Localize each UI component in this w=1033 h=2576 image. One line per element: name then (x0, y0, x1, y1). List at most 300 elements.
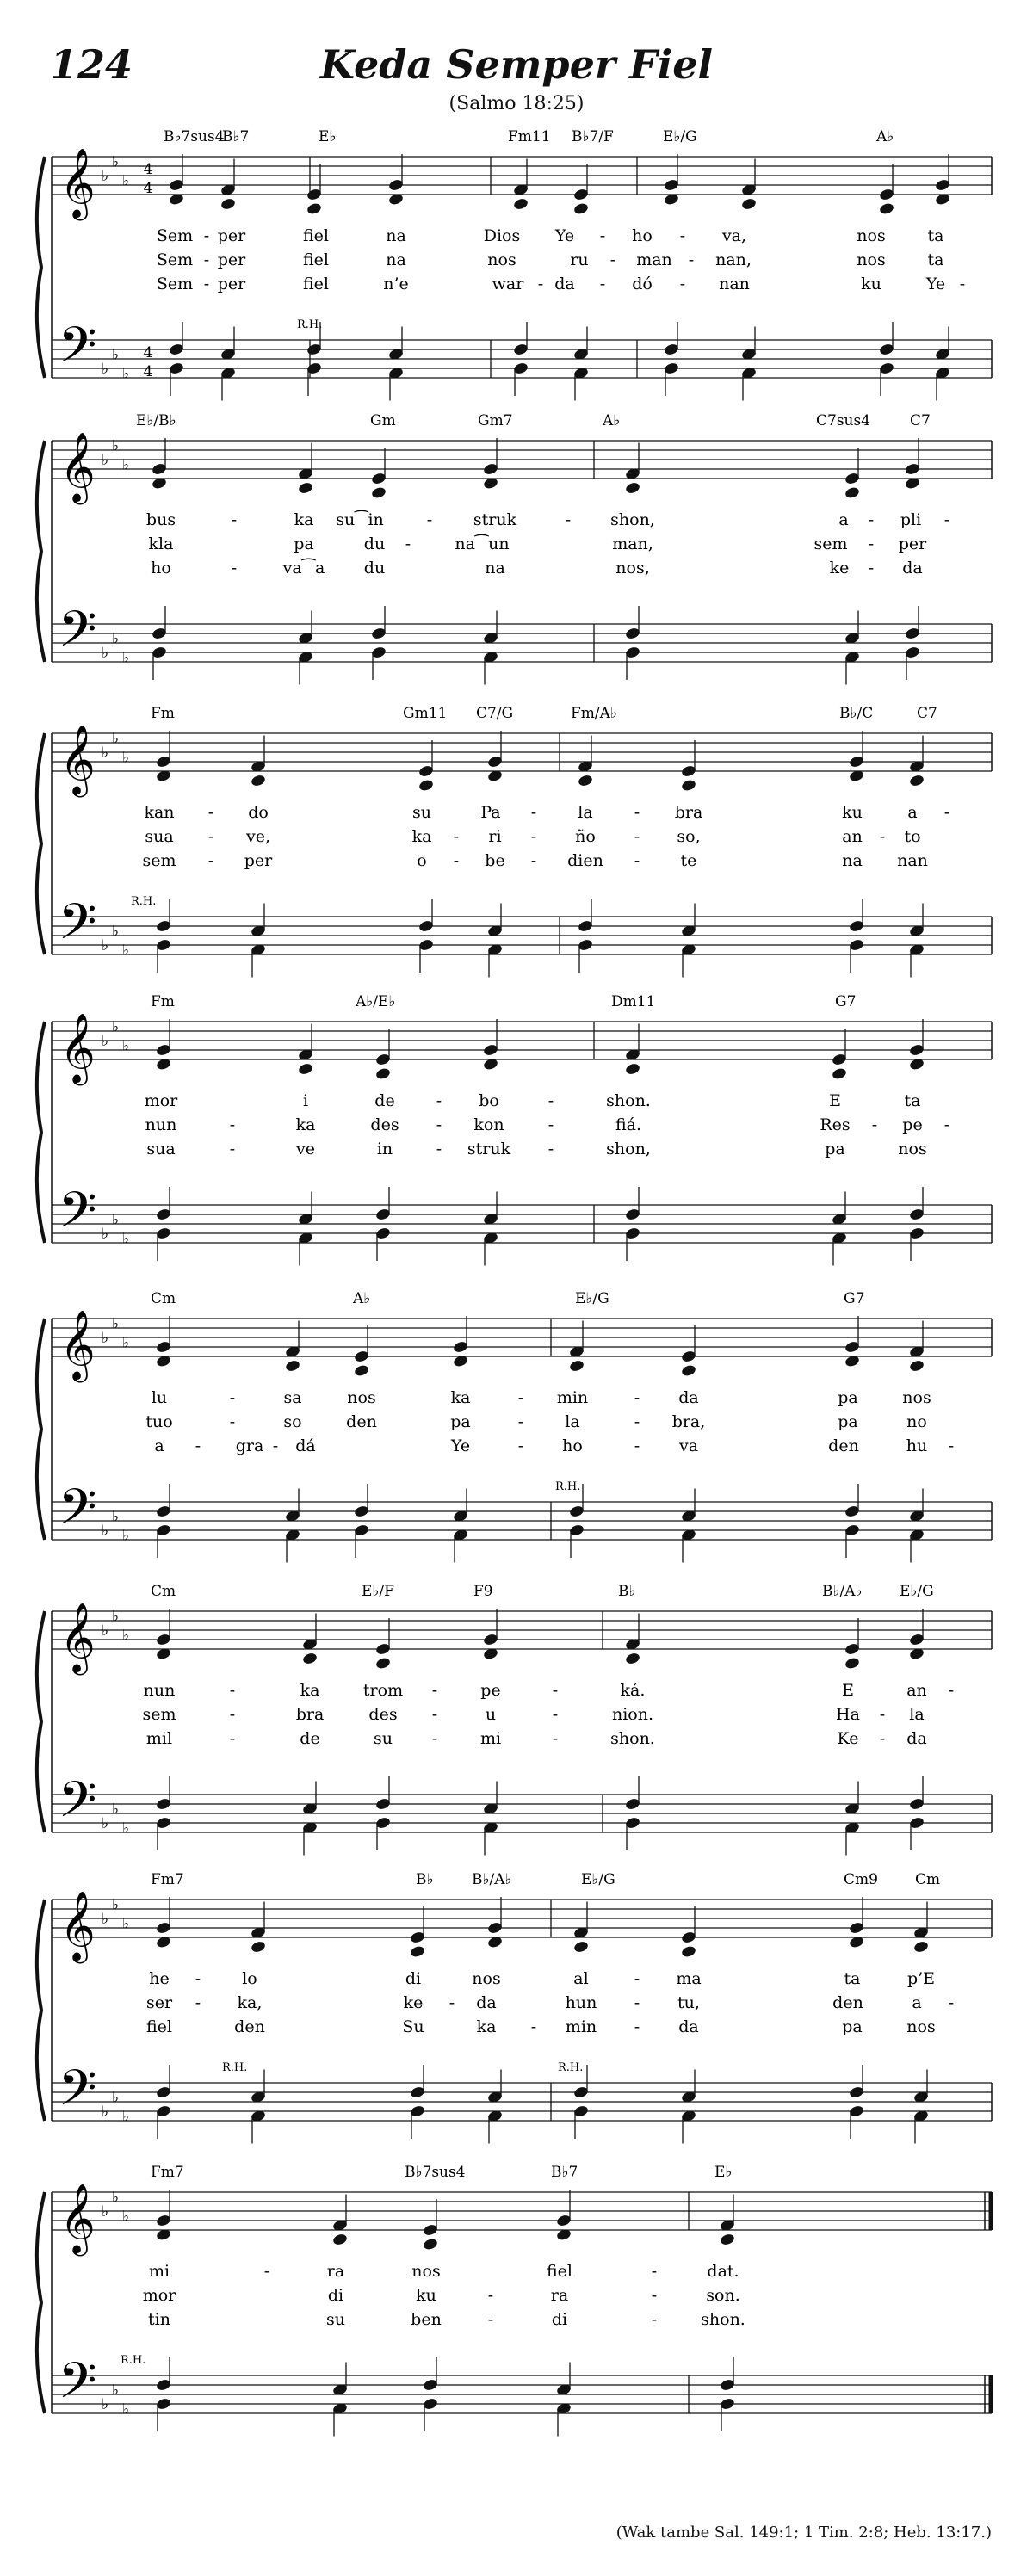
chord-symbol: Fm11 (508, 128, 551, 145)
lyric-syllable: - (195, 1969, 201, 1988)
key-flat-icon: ♭ (121, 1527, 130, 1545)
lyric-syllable: - (272, 1436, 279, 1455)
lyric-syllable: - (547, 1091, 554, 1110)
chord-symbol: E♭/F (362, 1583, 394, 1600)
key-flat-icon: ♭ (101, 1033, 109, 1050)
hymn-subtitle: (Salmo 18:25) (448, 93, 585, 114)
lyric-syllable: ru (570, 250, 589, 269)
chord-symbol: A♭ (603, 412, 621, 429)
lyric-syllable: - (651, 2310, 658, 2329)
lyric-syllable: di (405, 1969, 422, 1988)
lyric-syllable: su⁀in (336, 510, 384, 529)
chord-symbol: Fm (151, 705, 175, 722)
lyric-syllable: - (552, 1729, 559, 1748)
key-flat-icon: ♭ (111, 923, 120, 941)
lyric-syllable: - (634, 1969, 640, 1988)
lyric-syllable: - (634, 827, 640, 846)
lyric-syllable: trom (362, 1681, 404, 1700)
chord-symbol: Cm (151, 1583, 176, 1600)
lyric-syllable: nos (347, 1388, 376, 1407)
treble-note-head (625, 1652, 641, 1665)
lyric-syllable: ka (300, 1681, 320, 1700)
lyric-syllable: per (898, 534, 927, 553)
key-flat-icon: ♭ (121, 1627, 130, 1645)
lyric-syllable: fiel (303, 275, 329, 293)
lyric-syllable: - (207, 803, 214, 822)
lyric-syllable: son. (706, 2286, 740, 2305)
key-flat-icon: ♭ (121, 365, 130, 383)
lyric-syllable: - (263, 2262, 270, 2281)
lyric-syllable: des (370, 1115, 399, 1134)
lyric-syllable: ho (562, 1436, 583, 1455)
lyric-syllable: sem (813, 534, 848, 553)
lyric-syllable: di (327, 2286, 344, 2305)
lyric-syllable: na (485, 559, 505, 578)
chord-symbol: C7 (917, 705, 937, 722)
lyric-syllable: da (906, 1729, 927, 1748)
lyric-syllable: da (678, 2017, 699, 2036)
key-flat-icon: ♭ (121, 749, 130, 767)
lyric-syllable: pa (450, 1412, 471, 1431)
key-flat-icon: ♭ (121, 942, 130, 960)
lyric-syllable: u (485, 1705, 497, 1724)
time-signature-denominator: 4 (143, 180, 153, 197)
lyric-syllable: - (229, 1681, 236, 1700)
lyric-syllable: - (229, 1388, 236, 1407)
lyric-syllable: dó (632, 275, 653, 293)
system-brace (37, 1611, 45, 1832)
key-flat-icon: ♭ (101, 168, 109, 185)
lyric-syllable: - (436, 1115, 442, 1134)
lyric-syllable: ka, (237, 1993, 263, 2012)
lyric-syllable: - (517, 1388, 524, 1407)
lyric-syllable: - (879, 1729, 886, 1748)
treble-note-head (844, 1657, 861, 1671)
lyric-syllable: - (679, 226, 686, 245)
treble-note-head (332, 2233, 349, 2246)
lyric-syllable: - (948, 1993, 955, 2012)
chord-symbol: B♭7sus4 (405, 2164, 466, 2181)
key-flat-icon: ♭ (101, 744, 109, 762)
chord-symbol: E♭ (714, 2164, 733, 2181)
lyric-syllable: ra (550, 2286, 569, 2305)
chord-symbol: C7/G (476, 705, 514, 722)
lyric-syllable: mor (142, 2286, 176, 2305)
lyric-syllable: - (453, 851, 460, 870)
lyric-syllable: be (485, 851, 505, 870)
lyric-syllable: va⁀a (282, 559, 325, 578)
time-signature-numerator: 4 (143, 344, 153, 361)
lyric-syllable: na (842, 851, 863, 870)
lyric-syllable: du (363, 534, 386, 553)
lyric-syllable: - (879, 827, 886, 846)
lyric-syllable: na (386, 226, 406, 245)
lyric-syllable: sua (146, 1140, 176, 1158)
bass-clef-icon: 𝄢 (58, 1478, 97, 1548)
lyric-syllable: pa (838, 1388, 858, 1407)
lyric-syllable: - (517, 1412, 524, 1431)
lyric-syllable: pa (825, 1140, 845, 1158)
lyric-syllable: min (556, 1388, 589, 1407)
treble-note-head (681, 1364, 697, 1378)
key-flat-icon: ♭ (101, 452, 109, 469)
treble-note-head (375, 1657, 392, 1671)
system-brace (37, 733, 45, 954)
lyric-syllable: - (634, 1993, 640, 2012)
lyric-syllable: - (530, 2017, 537, 2036)
treble-note-head (720, 2233, 736, 2246)
lyric-syllable: - (229, 1412, 236, 1431)
lyric-syllable: te (680, 851, 697, 870)
chord-symbol: C7 (910, 412, 931, 429)
treble-note-head (354, 1364, 370, 1378)
key-flat-icon: ♭ (121, 1334, 130, 1352)
lyric-syllable: den (234, 2017, 265, 2036)
lyric-syllable: nos (898, 1140, 927, 1158)
chord-symbol: E♭/G (575, 1290, 609, 1307)
lyric-syllable: - (599, 275, 606, 293)
key-flat-icon: ♭ (111, 2089, 120, 2107)
lyric-syllable: i (302, 1091, 309, 1110)
lyric-syllable: va, (721, 226, 747, 245)
key-flat-icon: ♭ (111, 2381, 120, 2400)
key-flat-icon: ♭ (121, 172, 130, 190)
key-flat-icon: ♭ (101, 2203, 109, 2221)
lyric-syllable: sem (142, 851, 176, 870)
lyric-syllable: - (948, 1436, 955, 1455)
lyric-syllable: - (448, 1993, 455, 2012)
lyric-syllable: ta (844, 1969, 861, 1988)
lyric-syllable: pa (294, 534, 314, 553)
treble-note-head (251, 1940, 267, 1954)
key-flat-icon: ♭ (111, 730, 120, 748)
lyric-syllable: Ye (554, 226, 575, 245)
lyric-syllable: ser (145, 1993, 173, 2012)
lyric-syllable: - (530, 851, 537, 870)
lyric-syllable: - (879, 1705, 886, 1724)
lyric-syllable: in (376, 1140, 393, 1158)
lyric-syllable: - (231, 510, 238, 529)
lyric-syllable: - (634, 851, 640, 870)
system-4 (37, 1019, 992, 1266)
lyric-syllable: al (573, 1969, 589, 1988)
treble-note-head (832, 1067, 848, 1081)
lyric-syllable: dat. (707, 2262, 739, 2281)
key-flat-icon: ♭ (121, 2108, 130, 2126)
treble-clef-icon: 𝄞 (59, 147, 96, 218)
lyric-syllable: n’e (383, 275, 409, 293)
lyric-syllable: lo (242, 1969, 257, 1988)
hymn-title: Keda Semper Fiel (320, 41, 713, 88)
lyric-syllable: - (207, 851, 214, 870)
treble-note-head (625, 481, 641, 495)
key-flat-icon: ♭ (111, 1608, 120, 1626)
chord-symbol: B♭7 (222, 128, 250, 145)
system-brace (37, 1319, 45, 1540)
chord-symbol: B♭/A♭ (472, 1871, 512, 1888)
lyric-syllable: per (244, 851, 273, 870)
lyric-syllable: mor (144, 1091, 178, 1110)
bass-clef-icon: 𝄢 (58, 600, 97, 670)
lyric-syllable: ho (151, 559, 171, 578)
chord-symbol: Dm11 (611, 993, 656, 1010)
chord-symbol: E♭/B♭ (136, 412, 176, 429)
time-signature-numerator: 4 (143, 161, 153, 178)
lyric-syllable: bus (145, 510, 176, 529)
right-hand-marker: R.H. (558, 2061, 584, 2074)
lyric-syllable: - (203, 250, 210, 269)
lyric-syllable: nan, (715, 250, 752, 269)
lyric-syllable: - (599, 226, 606, 245)
chord-symbol: B♭7/F (572, 128, 614, 145)
lyric-syllable: - (203, 275, 210, 293)
lyric-syllable: den (346, 1412, 377, 1431)
lyric-syllable: - (688, 250, 695, 269)
treble-clef-icon: 𝄞 (59, 1012, 96, 1083)
treble-clef-icon: 𝄞 (59, 431, 96, 502)
treble-note-head (578, 774, 594, 788)
chord-symbol: B♭ (618, 1583, 636, 1600)
lyric-syllable: o (417, 851, 427, 870)
lyric-syllable: so (283, 1412, 302, 1431)
key-flat-icon: ♭ (111, 1018, 120, 1036)
treble-clef-icon: 𝄞 (59, 724, 96, 794)
treble-note-head (681, 1945, 697, 1959)
chord-symbol: C7sus4 (816, 412, 871, 429)
lyric-syllable: Ye (450, 1436, 471, 1455)
lyric-syllable: pa (838, 1412, 858, 1431)
lyric-syllable: nos (857, 250, 886, 269)
treble-note-head (844, 486, 861, 500)
treble-note-head (513, 197, 529, 211)
right-hand-marker: R.H. (121, 2354, 146, 2367)
lyric-syllable: sua (145, 827, 174, 846)
bass-clef-icon: 𝄢 (58, 893, 97, 963)
time-signature-denominator: 4 (143, 363, 153, 380)
treble-note-head (306, 202, 323, 216)
key-flat-icon: ♭ (111, 1801, 120, 1819)
treble-note-head (418, 779, 435, 793)
lyric-syllable: shon, (606, 1140, 651, 1158)
treble-note-head (569, 1359, 585, 1373)
lyric-syllable: - (651, 2262, 658, 2281)
lyric-syllable: ka (294, 510, 314, 529)
lyric-syllable: kon (473, 1115, 504, 1134)
lyric-syllable: Ha (836, 1705, 860, 1724)
lyric-syllable: shon, (610, 510, 655, 529)
lyric-syllable: ku (416, 2286, 436, 2305)
lyric-syllable: da (902, 559, 923, 578)
system-brace (37, 1900, 45, 2121)
lyric-syllable: bra (295, 1705, 325, 1724)
lyric-syllable: ka (295, 1115, 316, 1134)
lyric-syllable: - (634, 1388, 640, 1407)
chord-symbol: Cm (151, 1290, 176, 1307)
lyric-syllable: nos (857, 226, 886, 245)
key-flat-icon: ♭ (111, 1315, 120, 1333)
treble-note-head (879, 202, 895, 216)
lyric-syllable: - (959, 275, 966, 293)
bass-clef-icon: 𝄢 (58, 2059, 97, 2129)
chord-symbol: E♭/G (900, 1583, 934, 1600)
key-flat-icon: ♭ (101, 645, 109, 662)
lyric-syllable: p’E (906, 1969, 936, 1988)
lyric-syllable: na⁀un (455, 534, 510, 553)
right-hand-marker: R.H. (555, 1480, 581, 1493)
lyric-syllable: de (374, 1091, 395, 1110)
treble-clef-icon: 𝄞 (59, 1890, 96, 1961)
lyric-syllable: - (195, 1993, 201, 2012)
key-flat-icon: ♭ (101, 937, 109, 954)
lyric-syllable: pe (902, 1115, 923, 1134)
chord-symbol: Gm (370, 412, 396, 429)
lyric-syllable: di (551, 2310, 568, 2329)
lyric-syllable: Sem (156, 275, 194, 293)
chord-symbol: A♭/E♭ (356, 993, 396, 1010)
lyric-syllable: so, (677, 827, 701, 846)
chord-symbol: B♭/C (839, 705, 874, 722)
lyric-syllable: va (678, 1436, 699, 1455)
lyric-syllable: - (487, 2286, 494, 2305)
key-flat-icon: ♭ (111, 1211, 120, 1229)
lyric-syllable: da (554, 275, 575, 293)
lyric-syllable: ve, (245, 827, 271, 846)
lyric-syllable: - (530, 803, 537, 822)
chord-symbol: A♭ (353, 1290, 371, 1307)
lyric-syllable: nun (145, 1115, 177, 1134)
treble-note-head (909, 1359, 925, 1373)
lyric-syllable: an (842, 827, 863, 846)
lyric-syllable: - (552, 1681, 559, 1700)
lyric-syllable: fiá. (615, 1115, 642, 1134)
bass-clef-icon: 𝄢 (58, 316, 97, 386)
lyric-syllable: per (217, 275, 246, 293)
chord-symbol: Fm/A♭ (571, 705, 617, 722)
lyric-syllable: - (405, 534, 411, 553)
lyric-syllable: - (487, 2310, 494, 2329)
lyric-syllable: nos (487, 250, 516, 269)
key-flat-icon: ♭ (121, 2400, 130, 2418)
lyric-syllable: bo (479, 1091, 499, 1110)
lyric-syllable: - (943, 1115, 950, 1134)
key-flat-icon: ♭ (121, 649, 130, 667)
lyric-syllable: nun (143, 1681, 176, 1700)
lyric-syllable: su (326, 2310, 345, 2329)
chord-symbol: B♭7 (551, 2164, 578, 2181)
key-flat-icon: ♭ (101, 361, 109, 378)
lyric-syllable: - (207, 827, 214, 846)
lyric-syllable: hun (565, 1993, 597, 2012)
treble-note-head (285, 1359, 301, 1373)
key-flat-icon: ♭ (101, 1911, 109, 1928)
lyric-syllable: per (217, 250, 246, 269)
right-hand-marker: R.H. (297, 318, 323, 331)
lyric-syllable: E (842, 1681, 854, 1700)
lyric-syllable: mi (148, 2262, 170, 2281)
chord-symbol: E♭/G (581, 1871, 615, 1888)
lyric-syllable: lu (151, 1388, 168, 1407)
lyric-syllable: E (829, 1091, 841, 1110)
treble-note-head (410, 1945, 426, 1959)
treble-note-head (251, 774, 267, 788)
system-brace (37, 1022, 45, 1243)
lyric-syllable: to (904, 827, 921, 846)
lyric-syllable: - (552, 1705, 559, 1724)
right-hand-marker: R.H. (131, 895, 157, 908)
key-flat-icon: ♭ (121, 2208, 130, 2226)
lyric-syllable: nos (472, 1969, 501, 1988)
chord-symbol: Cm (915, 1871, 941, 1888)
lyric-syllable: a (838, 510, 849, 529)
lyric-syllable: do (248, 803, 269, 822)
lyric-syllable: - (609, 250, 616, 269)
lyric-syllable: du (363, 559, 386, 578)
lyric-syllable: Ye (925, 275, 946, 293)
key-flat-icon: ♭ (101, 2103, 109, 2121)
key-flat-icon: ♭ (111, 630, 120, 648)
lyric-syllable: - (203, 226, 210, 245)
lyric-syllable: dá (295, 1436, 316, 1455)
lyric-syllable: - (436, 1140, 442, 1158)
lyric-syllable: - (426, 510, 433, 529)
treble-clef-icon: 𝄞 (59, 2183, 96, 2253)
key-flat-icon: ♭ (121, 1037, 130, 1055)
treble-note-head (573, 202, 590, 216)
treble-note-head (220, 197, 237, 211)
lyric-syllable: pe (480, 1681, 501, 1700)
treble-note-head (371, 486, 387, 500)
lyric-syllable: ri (488, 827, 502, 846)
lyric-syllable: - (431, 1705, 438, 1724)
system-brace (37, 441, 45, 662)
lyric-syllable: den (828, 1436, 859, 1455)
system-brace (37, 2192, 45, 2413)
lyric-syllable: - (547, 1140, 554, 1158)
lyric-syllable: ño (575, 827, 596, 846)
treble-note-head (681, 779, 697, 793)
lyric-syllable: hu (906, 1436, 928, 1455)
lyric-syllable: - (868, 510, 875, 529)
lyric-syllable: kla (148, 534, 174, 553)
lyric-syllable: per (217, 226, 246, 245)
treble-note-head (573, 1940, 590, 1954)
lyric-syllable: bra (674, 803, 703, 822)
lyric-syllable: - (537, 275, 544, 293)
lyric-syllable: - (868, 534, 875, 553)
key-flat-icon: ♭ (111, 2189, 120, 2207)
key-flat-icon: ♭ (111, 437, 120, 455)
lyric-syllable: fiel (303, 226, 329, 245)
lyric-syllable: Pa (480, 803, 501, 822)
lyric-syllable: Res (820, 1115, 851, 1134)
lyric-syllable: ra (326, 2262, 345, 2281)
lyric-syllable: nion. (611, 1705, 654, 1724)
chord-symbol: Fm7 (151, 2164, 184, 2181)
lyric-syllable: nos, (615, 559, 650, 578)
lyric-syllable: shon. (606, 1091, 651, 1110)
treble-note-head (625, 1062, 641, 1076)
lyric-syllable: nan (897, 851, 928, 870)
lyric-syllable: ka (476, 2017, 497, 2036)
right-hand-marker: R.H. (222, 2061, 248, 2074)
lyric-syllable: a (907, 803, 918, 822)
lyric-syllable: tuo (145, 1412, 173, 1431)
bass-clef-icon: 𝄢 (58, 1181, 97, 1251)
lyric-syllable: - (679, 275, 686, 293)
lyric-syllable: nos (902, 1388, 931, 1407)
chord-symbol: E♭ (319, 128, 337, 145)
lyric-syllable: des (368, 1705, 398, 1724)
